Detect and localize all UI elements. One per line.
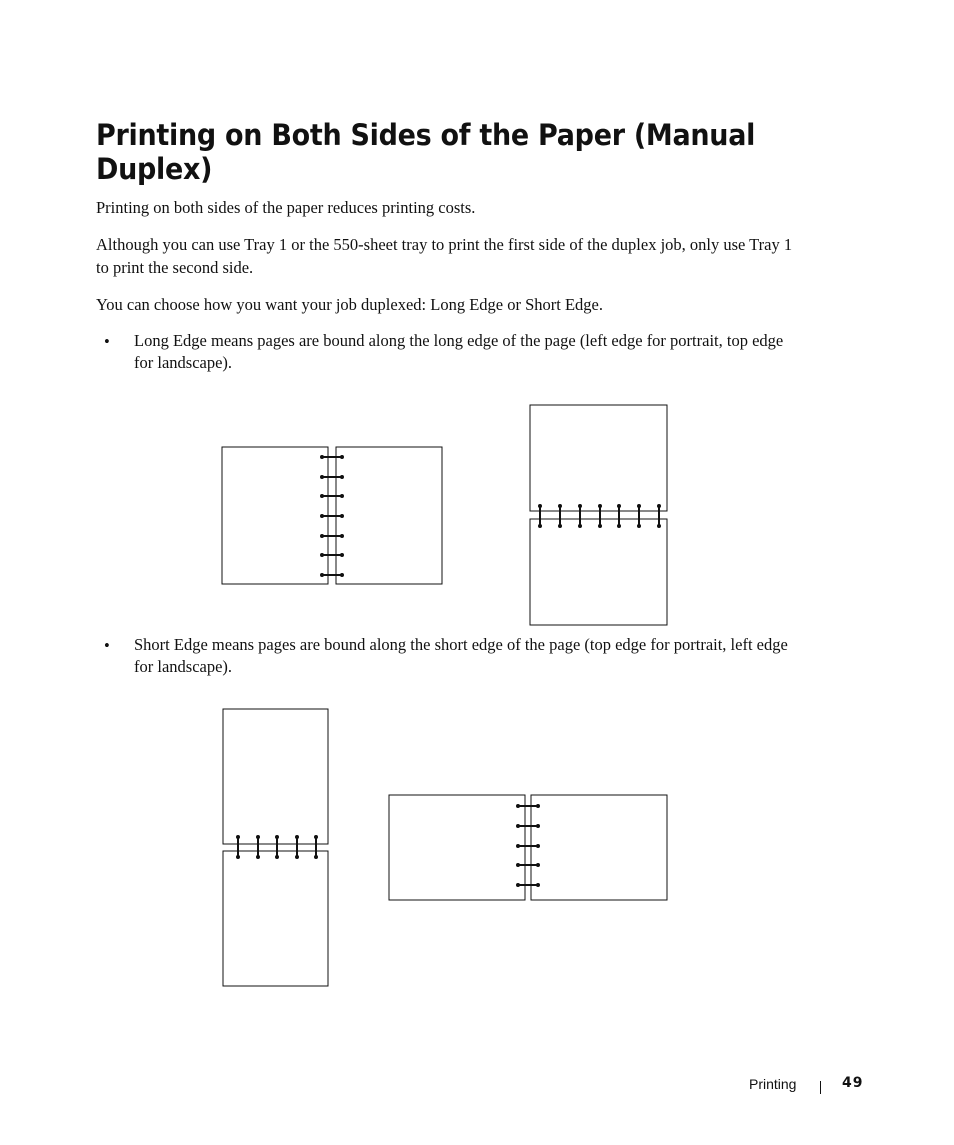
binding-hole xyxy=(516,824,520,828)
binding-hole xyxy=(340,514,344,518)
page-title: Printing on Both Sides of the Paper (Manual Duplex) xyxy=(96,118,756,186)
binding-hole xyxy=(320,514,324,518)
short-edge-bullet: Short Edge means pages are bound along the short edge of the page (top edge for portrait, left edge for landscape). xyxy=(134,635,788,676)
binding-hole xyxy=(637,504,641,508)
page-sheet xyxy=(530,519,667,625)
long-edge-bullet: Long Edge means pages are bound along the long edge of the page (left edge for portrait, top edge for landscape). xyxy=(134,331,784,372)
binding-hole xyxy=(275,835,279,839)
binding-hole xyxy=(314,855,318,859)
binding-hole xyxy=(236,835,240,839)
page-sheet xyxy=(223,709,328,844)
page-sheet xyxy=(222,447,328,584)
binding-hole xyxy=(320,534,324,538)
binding-hole xyxy=(320,573,324,577)
binding-hole xyxy=(536,804,540,808)
binding-hole xyxy=(558,524,562,528)
tray-paragraph: Although you can use Tray 1 or the 550-sheet tray to print the first side of the duplex job, only use Tray 1 to print the second side. xyxy=(96,235,793,277)
binding-hole xyxy=(617,524,621,528)
bullet-marker: • xyxy=(104,332,110,351)
footer-section-name: Printing xyxy=(749,1076,797,1092)
binding-hole xyxy=(598,524,602,528)
page-sheet xyxy=(531,795,667,900)
binding-hole xyxy=(275,855,279,859)
bullet-marker: • xyxy=(104,636,110,655)
binding-hole xyxy=(516,804,520,808)
binding-hole xyxy=(340,455,344,459)
binding-hole xyxy=(538,504,542,508)
binding-hole xyxy=(340,494,344,498)
binding-hole xyxy=(340,475,344,479)
binding-hole xyxy=(536,883,540,887)
binding-hole xyxy=(340,553,344,557)
binding-hole xyxy=(637,524,641,528)
page-sheet xyxy=(223,851,328,986)
binding-hole xyxy=(516,883,520,887)
page-sheet xyxy=(389,795,525,900)
binding-hole xyxy=(340,534,344,538)
binding-hole xyxy=(617,504,621,508)
binding-hole xyxy=(657,504,661,508)
binding-hole xyxy=(320,455,324,459)
page-number: 49 xyxy=(842,1075,864,1091)
duplex-choice-paragraph: You can choose how you want your job duplexed: Long Edge or Short Edge. xyxy=(96,295,603,314)
binding-hole xyxy=(314,835,318,839)
binding-hole xyxy=(320,553,324,557)
binding-hole xyxy=(536,844,540,848)
binding-hole xyxy=(340,573,344,577)
binding-hole xyxy=(236,855,240,859)
binding-hole xyxy=(536,863,540,867)
footer-divider xyxy=(820,1081,821,1094)
intro-paragraph: Printing on both sides of the paper reduces printing costs. xyxy=(96,198,476,217)
page-sheet xyxy=(530,405,667,511)
short-edge-landscape-pages xyxy=(389,795,667,900)
binding-hole xyxy=(256,835,260,839)
binding-hole xyxy=(320,494,324,498)
page-sheet xyxy=(336,447,442,584)
binding-hole xyxy=(295,855,299,859)
binding-hole xyxy=(578,504,582,508)
binding-hole xyxy=(657,524,661,528)
binding-hole xyxy=(536,824,540,828)
binding-hole xyxy=(558,504,562,508)
binding-hole xyxy=(516,863,520,867)
long-edge-portrait-pages xyxy=(222,447,442,584)
short-edge-portrait-pages xyxy=(223,709,328,986)
binding-hole xyxy=(256,855,260,859)
binding-hole xyxy=(598,504,602,508)
binding-hole xyxy=(320,475,324,479)
binding-hole xyxy=(538,524,542,528)
binding-hole xyxy=(578,524,582,528)
binding-hole xyxy=(516,844,520,848)
long-edge-landscape-pages xyxy=(530,405,667,625)
binding-hole xyxy=(295,835,299,839)
